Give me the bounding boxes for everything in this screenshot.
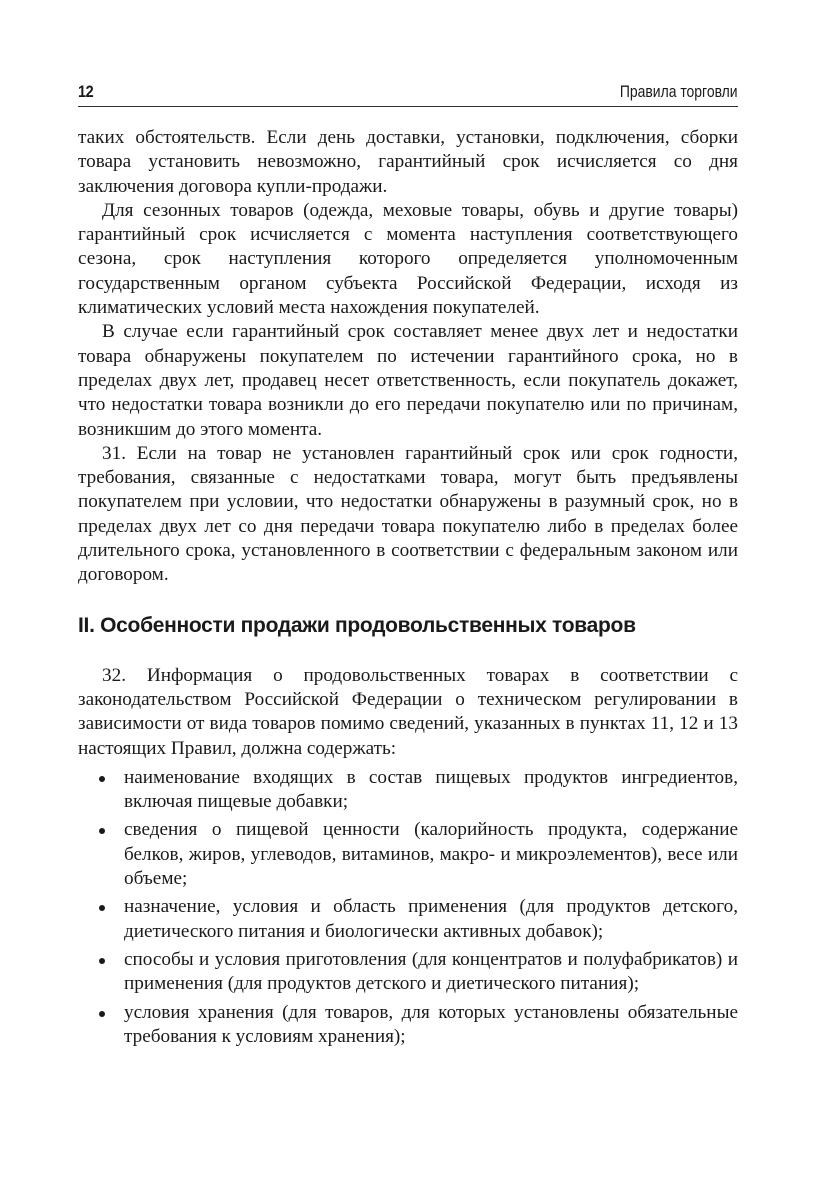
section-heading: II. Особенности продажи продовольственных товаров bbox=[78, 613, 636, 637]
paragraph-warranty-under-two-years: В случае если гарантийный срок составляет менее двух лет и недостатки товара обнаружены покупателем по истечении гарантийного срока, но в пределах двух лет, продавец несет ответственность, если покупатель докажет, что недостатки товара возникли до его передачи покупателю или по причинам, возникшим до этого момента. bbox=[78, 321, 738, 440]
list-item bbox=[78, 1001, 738, 1050]
body-text bbox=[78, 126, 738, 1053]
bullet-icon bbox=[99, 1011, 105, 1017]
list-item bbox=[78, 948, 738, 997]
list-item-text: сведения о пищевой ценности (калорийность продукта, содержание белков, жиров, углеводов, витаминов, макро- и микроэлементов), весе или объеме; bbox=[124, 819, 738, 890]
paragraph-31: 31. Если на товар не установлен гарантийный срок или срок годности, требования, связанные с недостатками товара, могут быть предъявлены покупателем при условии, что недостатки обнаружены в разумный срок, но в пределах двух лет со дня передачи товара покупателю либо в пределах более длительного срока, установленного в соответствии с федеральным законом или договором. bbox=[78, 442, 738, 586]
list-item bbox=[78, 895, 738, 944]
paragraph-seasonal-goods: Для сезонных товаров (одежда, меховые товары, обувь и другие товары) гарантийный срок исчисляется с момента наступления соответствующего сезона, срок наступления которого определяется уполномоченным государственным органом субъекта Российской Федерации, исходя из климатических условий места нахождения покупателей. bbox=[78, 199, 738, 319]
paragraph-32: 32. Информация о продовольственных товарах в соответствии с законодательством Российской Федерации о техническом регулировании в зависимости от вида товаров помимо сведений, указанных в пунктах 11, 12 и 13 настоящих Правил, должна содержать: bbox=[78, 664, 738, 759]
requirements-list bbox=[78, 766, 738, 1049]
bullet-icon bbox=[99, 905, 105, 911]
bullet-icon bbox=[99, 776, 105, 782]
running-title: Правила торговли bbox=[620, 82, 738, 101]
list-item-text: способы и условия приготовления (для концентратов и полуфабрикатов) и применения (для продуктов детского и диетического питания); bbox=[124, 948, 738, 995]
header-divider bbox=[78, 106, 738, 107]
bullet-icon bbox=[99, 828, 105, 834]
list-item-text: наименование входящих в состав пищевых продуктов ингредиентов, включая пищевые добавки; bbox=[124, 766, 738, 813]
list-item-text: условия хранения (для товаров, для которых установлены обязательные требования к условиям хранения); bbox=[124, 1001, 738, 1047]
paragraph-continuation: таких обстоятельств. Если день доставки, установки, подключения, сборки товара установить невозможно, гарантийный срок исчисляется со дня заключения договора купли-продажи. bbox=[78, 127, 738, 197]
bullet-icon bbox=[99, 958, 105, 964]
running-head bbox=[78, 82, 738, 106]
list-item-text: назначение, условия и область применения (для продуктов детского, диетического питания и биологически активных добавок); bbox=[124, 896, 738, 942]
list-item bbox=[78, 818, 738, 891]
list-item bbox=[78, 766, 738, 815]
page-number: 12 bbox=[78, 82, 94, 101]
